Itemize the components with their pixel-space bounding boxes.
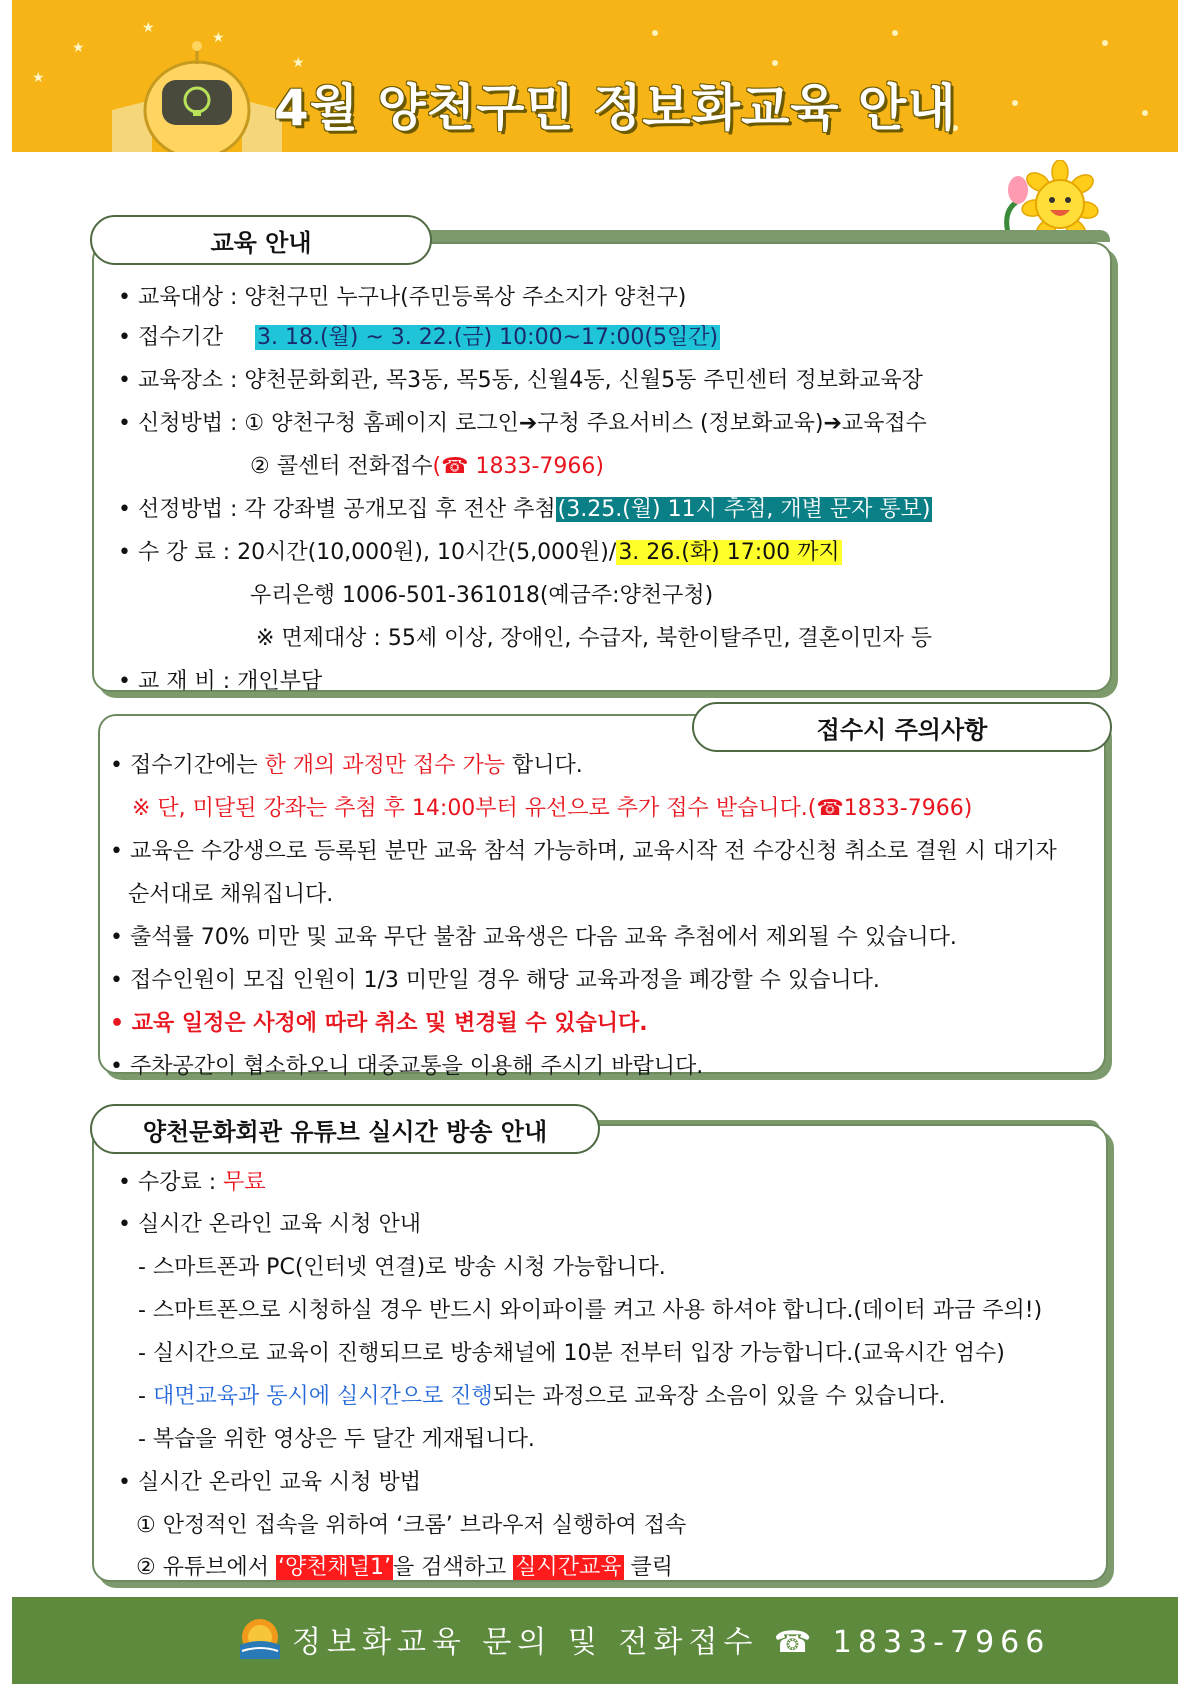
callcenter-text: ② 콜센터 전화접수 bbox=[250, 454, 433, 479]
star-decoration: ★ bbox=[32, 70, 45, 86]
dot-decoration bbox=[652, 30, 658, 36]
footer-banner bbox=[12, 1597, 1178, 1684]
education-info-tab: 교육 안내 bbox=[90, 215, 432, 265]
precaution-line: • 출석률 70% 미만 및 교육 무단 불참 교육생은 다음 교육 추첨에서 제외될 수 있습니다. bbox=[110, 925, 957, 950]
textbook-line: • 교 재 비 : 개인부담 bbox=[118, 669, 323, 694]
precaution-text: 합니다. bbox=[504, 753, 583, 778]
live-guide-item: - 스마트폰과 PC(인터넷 연결)로 방송 시청 가능합니다. bbox=[138, 1255, 666, 1280]
live-fee-line bbox=[118, 1165, 266, 1196]
precautions-tab: 접수시 주의사항 bbox=[692, 702, 1112, 752]
live-method-heading: • 실시간 온라인 교육 시청 방법 bbox=[118, 1470, 421, 1495]
live-edu-highlight: 실시간교육 bbox=[515, 1555, 622, 1580]
dot-decoration bbox=[892, 30, 898, 36]
fee-line bbox=[118, 535, 842, 566]
live-guide-highlight: 대면교육과 동시에 실시간으로 진행 bbox=[152, 1384, 493, 1409]
precaution-warning: • 교육 일정은 사정에 따라 취소 및 변경될 수 있습니다. bbox=[110, 1011, 648, 1036]
period-value: 3. 18.(월) ~ 3. 22.(금) 10:00~17:00(5일간) bbox=[256, 325, 719, 350]
bank-account-line: 우리은행 1006-501-361018(예금주:양천구청) bbox=[250, 583, 714, 608]
selection-highlight: (3.25.(월) 11시 추첨, 개별 문자 통보) bbox=[557, 497, 931, 522]
precaution-line: • 교육은 수강생으로 등록된 분만 교육 참석 가능하며, 교육시작 전 수강신청 취소로 결원 시 대기자 bbox=[110, 839, 1057, 864]
dot-decoration bbox=[772, 60, 778, 66]
precaution-note: ※ 단, 미달된 강좌는 추첨 후 14:00부터 유선으로 추가 접수 받습니다.(☎1833-7966) bbox=[132, 796, 973, 821]
fee-deadline: 3. 26.(화) 17:00 까지 bbox=[618, 540, 840, 565]
dot-decoration bbox=[1102, 40, 1108, 46]
channel-name-highlight: ‘양천채널1’ bbox=[277, 1555, 391, 1580]
precaution-highlight: 한 개의 과정만 접수 가능 bbox=[264, 753, 505, 778]
live-method-text: 을 검색하고 bbox=[392, 1555, 514, 1580]
dot-decoration bbox=[1142, 110, 1148, 116]
fee-text: • 수 강 료 : 20시간(10,000원), 10시간(5,000원)/ bbox=[118, 540, 617, 565]
live-guide-text: - bbox=[138, 1384, 153, 1409]
exemption-line: ※ 면제대상 : 55세 이상, 장애인, 수급자, 북한이탈주민, 결혼이민자 등 bbox=[256, 626, 933, 651]
live-fee-label: • 수강료 : bbox=[118, 1170, 224, 1195]
selection-line bbox=[118, 492, 932, 523]
live-guide-item: - 스마트폰으로 시청하실 경우 반드시 와이파이를 켜고 사용 하셔야 합니다.(데이터 과금 주의!) bbox=[138, 1298, 1043, 1323]
live-guide-text: 되는 과정으로 교육장 소음이 있을 수 있습니다. bbox=[492, 1384, 946, 1409]
dot-decoration bbox=[1012, 100, 1018, 106]
live-guide-item: - 실시간으로 교육이 진행되므로 방송채널에 10분 전부터 입장 가능합니다.(교육시간 엄수) bbox=[138, 1341, 1005, 1366]
live-method-text: 클릭 bbox=[623, 1555, 673, 1580]
period-label: • 접수기간 bbox=[118, 325, 223, 350]
precaution-text: • 접수기간에는 bbox=[110, 753, 265, 778]
callcenter-phone: (☎ 1833-7966) bbox=[432, 454, 604, 479]
apply-method-line: • 신청방법 : ① 양천구청 홈페이지 로그인➔구청 주요서비스 (정보화교육)➔교육접수 bbox=[118, 411, 927, 436]
precaution-line: • 접수인원이 모집 인원이 1/3 미만일 경우 해당 교육과정을 폐강할 수 있습니다. bbox=[110, 968, 880, 993]
header-banner bbox=[12, 0, 1178, 152]
live-guide-item: - 복습을 위한 영상은 두 달간 게재됩니다. bbox=[138, 1427, 535, 1452]
live-guide-heading: • 실시간 온라인 교육 시청 안내 bbox=[118, 1212, 421, 1237]
live-guide-item bbox=[138, 1379, 945, 1410]
precaution-line: 순서대로 채워집니다. bbox=[128, 882, 334, 907]
star-decoration: ★ bbox=[72, 40, 85, 56]
location-line: • 교육장소 : 양천문화회관, 목3동, 목5동, 신월4동, 신월5동 주민센터 정보화교육장 bbox=[118, 368, 923, 393]
section-divider bbox=[430, 230, 1110, 242]
star-decoration: ★ bbox=[212, 30, 225, 46]
live-method-item: ① 안정적인 접속을 위하여 ‘크롬’ 브라우저 실행하여 접속 bbox=[136, 1513, 687, 1538]
target-line: • 교육대상 : 양천구민 누구나(주민등록상 주소지가 양천구) bbox=[118, 285, 687, 310]
live-method-text: ② 유튜브에서 bbox=[136, 1555, 276, 1580]
star-decoration: ★ bbox=[142, 20, 155, 36]
precaution-line: • 주차공간이 협소하오니 대중교통을 이용해 주시기 바랍니다. bbox=[110, 1054, 704, 1079]
star-decoration: ★ bbox=[292, 55, 305, 71]
robot-mascot-icon bbox=[112, 40, 282, 152]
footer-contact-text: 정보화교육 문의 및 전화접수 ☎ 1833-7966 bbox=[292, 1625, 1051, 1660]
precaution-line bbox=[110, 748, 583, 779]
live-method-item bbox=[136, 1550, 673, 1581]
live-fee-value: 무료 bbox=[223, 1170, 266, 1195]
youtube-live-tab: 양천문화회관 유튜브 실시간 방송 안내 bbox=[90, 1104, 600, 1154]
yangcheon-logo-icon bbox=[236, 1615, 284, 1663]
period-line bbox=[118, 320, 720, 351]
selection-text: • 선정방법 : 각 강좌별 공개모집 후 전산 추첨 bbox=[118, 497, 556, 522]
page-title: 4월 양천구민 정보화교육 안내 bbox=[274, 79, 957, 137]
callcenter-line bbox=[250, 449, 604, 480]
